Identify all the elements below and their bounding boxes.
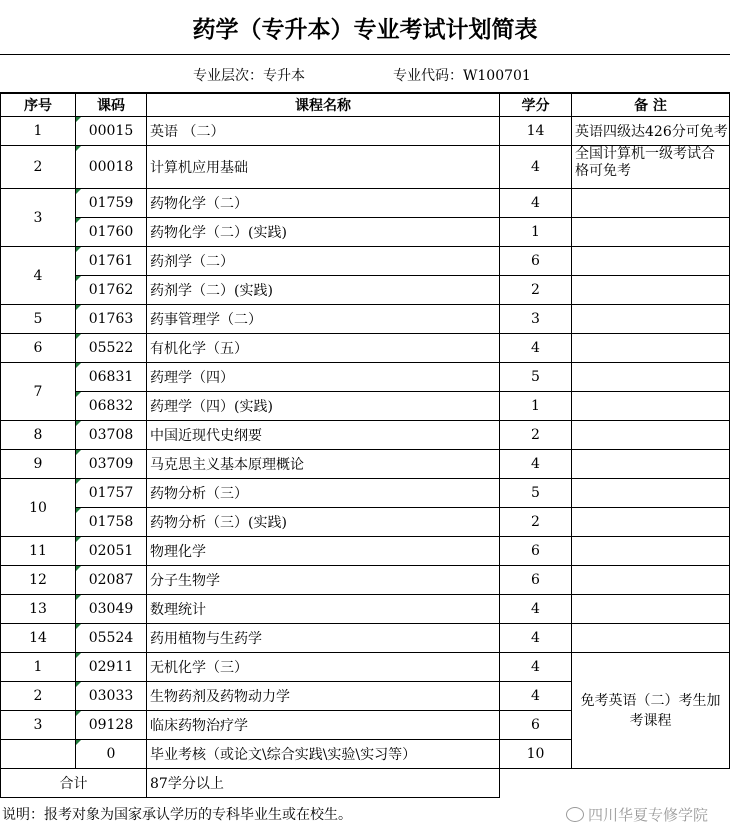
wechat-icon bbox=[566, 807, 584, 822]
row-note bbox=[572, 392, 730, 421]
row-note bbox=[572, 218, 730, 247]
table-row bbox=[1, 421, 730, 450]
row-note bbox=[572, 334, 730, 363]
row-code: 03709 bbox=[76, 450, 147, 479]
row-code: 05524 bbox=[76, 624, 147, 653]
row-seq: 5 bbox=[1, 305, 76, 334]
row-name: 药理学（四）(实践) bbox=[147, 392, 500, 421]
table-row bbox=[1, 363, 730, 392]
row-note bbox=[572, 508, 730, 537]
row-note bbox=[572, 247, 730, 276]
row-note bbox=[572, 421, 730, 450]
row-code: 02087 bbox=[76, 566, 147, 595]
row-credit: 14 bbox=[500, 117, 572, 146]
header-row bbox=[1, 94, 730, 117]
row-note bbox=[572, 189, 730, 218]
total-blank-note bbox=[572, 769, 730, 798]
row-note bbox=[572, 450, 730, 479]
table-row bbox=[1, 479, 730, 508]
row-seq: 3 bbox=[1, 189, 76, 247]
row-name: 药物化学（二） bbox=[147, 189, 500, 218]
row-code: 02051 bbox=[76, 537, 147, 566]
total-label: 合计 bbox=[1, 769, 147, 798]
row-seq: 2 bbox=[1, 682, 76, 711]
row-code: 01760 bbox=[76, 218, 147, 247]
table-row bbox=[1, 595, 730, 624]
row-credit: 2 bbox=[500, 421, 572, 450]
row-code: 03708 bbox=[76, 421, 147, 450]
header-name: 课程名称 bbox=[147, 94, 500, 117]
row-note bbox=[572, 566, 730, 595]
row-seq: 13 bbox=[1, 595, 76, 624]
row-credit: 1 bbox=[500, 218, 572, 247]
row-name: 数理统计 bbox=[147, 595, 500, 624]
table-row bbox=[1, 247, 730, 276]
page-title: 药学（专升本）专业考试计划简表 bbox=[0, 0, 730, 55]
row-credit: 6 bbox=[500, 711, 572, 740]
row-name: 药用植物与生药学 bbox=[147, 624, 500, 653]
row-code: 00018 bbox=[76, 146, 147, 189]
row-credit: 4 bbox=[500, 624, 572, 653]
row-note bbox=[572, 305, 730, 334]
table-row bbox=[1, 537, 730, 566]
table-row bbox=[1, 276, 730, 305]
row-name: 无机化学（三） bbox=[147, 653, 500, 682]
row-code: 05522 bbox=[76, 334, 147, 363]
table-row bbox=[1, 189, 730, 218]
total-blank bbox=[500, 769, 572, 798]
row-code: 01757 bbox=[76, 479, 147, 508]
row-seq: 10 bbox=[1, 479, 76, 537]
row-credit: 6 bbox=[500, 247, 572, 276]
table-row bbox=[1, 653, 730, 682]
header-note: 备 注 bbox=[572, 94, 730, 117]
watermark-text: 四川华夏专修学院 bbox=[587, 806, 708, 824]
row-note bbox=[572, 479, 730, 508]
row-credit: 10 bbox=[500, 740, 572, 769]
row-credit: 4 bbox=[500, 653, 572, 682]
row-seq bbox=[1, 740, 76, 769]
exam-plan-table bbox=[0, 93, 730, 798]
row-code: 06832 bbox=[76, 392, 147, 421]
row-code: 03033 bbox=[76, 682, 147, 711]
row-name: 生物药剂及药物动力学 bbox=[147, 682, 500, 711]
row-name: 计算机应用基础 bbox=[147, 146, 500, 189]
row-name: 物理化学 bbox=[147, 537, 500, 566]
row-name: 药物分析（三） bbox=[147, 479, 500, 508]
row-name: 英语 （二） bbox=[147, 117, 500, 146]
row-name: 药理学（四） bbox=[147, 363, 500, 392]
row-seq: 7 bbox=[1, 363, 76, 421]
row-credit: 1 bbox=[500, 392, 572, 421]
total-value: 87学分以上 bbox=[147, 769, 500, 798]
row-credit: 4 bbox=[500, 146, 572, 189]
row-credit: 3 bbox=[500, 305, 572, 334]
row-note bbox=[572, 363, 730, 392]
row-name: 有机化学（五） bbox=[147, 334, 500, 363]
row-code: 02911 bbox=[76, 653, 147, 682]
row-credit: 4 bbox=[500, 595, 572, 624]
table-row bbox=[1, 566, 730, 595]
major-code: 专业代码：W100701 bbox=[393, 68, 531, 84]
row-note bbox=[572, 537, 730, 566]
row-name: 药剂学（二）(实践) bbox=[147, 276, 500, 305]
table-row bbox=[1, 334, 730, 363]
header-seq: 序号 bbox=[1, 94, 76, 117]
header-code: 课码 bbox=[76, 94, 147, 117]
row-credit: 4 bbox=[500, 334, 572, 363]
row-credit: 4 bbox=[500, 682, 572, 711]
row-name: 药物分析（三）(实践) bbox=[147, 508, 500, 537]
row-seq: 1 bbox=[1, 117, 76, 146]
row-code: 01763 bbox=[76, 305, 147, 334]
row-name: 毕业考核（或论文\综合实践\实验\实习等） bbox=[147, 740, 500, 769]
row-name: 药事管理学（二） bbox=[147, 305, 500, 334]
major-level: 专业层次：专升本 bbox=[193, 68, 305, 84]
row-name: 临床药物治疗学 bbox=[147, 711, 500, 740]
header-credit: 学分 bbox=[500, 94, 572, 117]
table-row bbox=[1, 305, 730, 334]
row-code: 09128 bbox=[76, 711, 147, 740]
row-seq: 4 bbox=[1, 247, 76, 305]
row-code: 0 bbox=[76, 740, 147, 769]
row-credit: 2 bbox=[500, 508, 572, 537]
table-row bbox=[1, 508, 730, 537]
subtitle-bar bbox=[0, 54, 730, 93]
row-seq: 9 bbox=[1, 450, 76, 479]
row-code: 00015 bbox=[76, 117, 147, 146]
watermark bbox=[566, 804, 708, 825]
table-row bbox=[1, 624, 730, 653]
total-row bbox=[1, 769, 730, 798]
row-note: 英语四级达426分可免考 bbox=[572, 117, 730, 146]
table-row bbox=[1, 392, 730, 421]
row-seq: 12 bbox=[1, 566, 76, 595]
row-seq: 1 bbox=[1, 653, 76, 682]
table-row bbox=[1, 146, 730, 189]
row-seq: 6 bbox=[1, 334, 76, 363]
row-name: 药剂学（二） bbox=[147, 247, 500, 276]
row-seq: 11 bbox=[1, 537, 76, 566]
row-credit: 4 bbox=[500, 450, 572, 479]
row-code: 01761 bbox=[76, 247, 147, 276]
row-note bbox=[572, 595, 730, 624]
row-seq: 2 bbox=[1, 146, 76, 189]
footer-note: 说明：报考对象为国家承认学历的专科毕业生或在校生。 bbox=[2, 807, 352, 823]
row-name: 药物化学（二）(实践) bbox=[147, 218, 500, 247]
row-code: 03049 bbox=[76, 595, 147, 624]
row-seq: 14 bbox=[1, 624, 76, 653]
extra-exam-note: 免考英语（二）考生加考课程 bbox=[572, 653, 730, 769]
row-credit: 4 bbox=[500, 189, 572, 218]
row-seq: 3 bbox=[1, 711, 76, 740]
row-code: 01762 bbox=[76, 276, 147, 305]
row-name: 中国近现代史纲要 bbox=[147, 421, 500, 450]
table-row bbox=[1, 218, 730, 247]
row-name: 分子生物学 bbox=[147, 566, 500, 595]
row-code: 06831 bbox=[76, 363, 147, 392]
table-row bbox=[1, 117, 730, 146]
table-row bbox=[1, 450, 730, 479]
row-credit: 5 bbox=[500, 479, 572, 508]
row-code: 01759 bbox=[76, 189, 147, 218]
row-code: 01758 bbox=[76, 508, 147, 537]
row-credit: 2 bbox=[500, 276, 572, 305]
row-credit: 6 bbox=[500, 537, 572, 566]
row-credit: 6 bbox=[500, 566, 572, 595]
row-credit: 5 bbox=[500, 363, 572, 392]
row-note bbox=[572, 276, 730, 305]
row-name: 马克思主义基本原理概论 bbox=[147, 450, 500, 479]
row-seq: 8 bbox=[1, 421, 76, 450]
row-note bbox=[572, 624, 730, 653]
row-note: 全国计算机一级考试合格可免考 bbox=[572, 146, 730, 189]
footer-bar bbox=[0, 798, 730, 827]
